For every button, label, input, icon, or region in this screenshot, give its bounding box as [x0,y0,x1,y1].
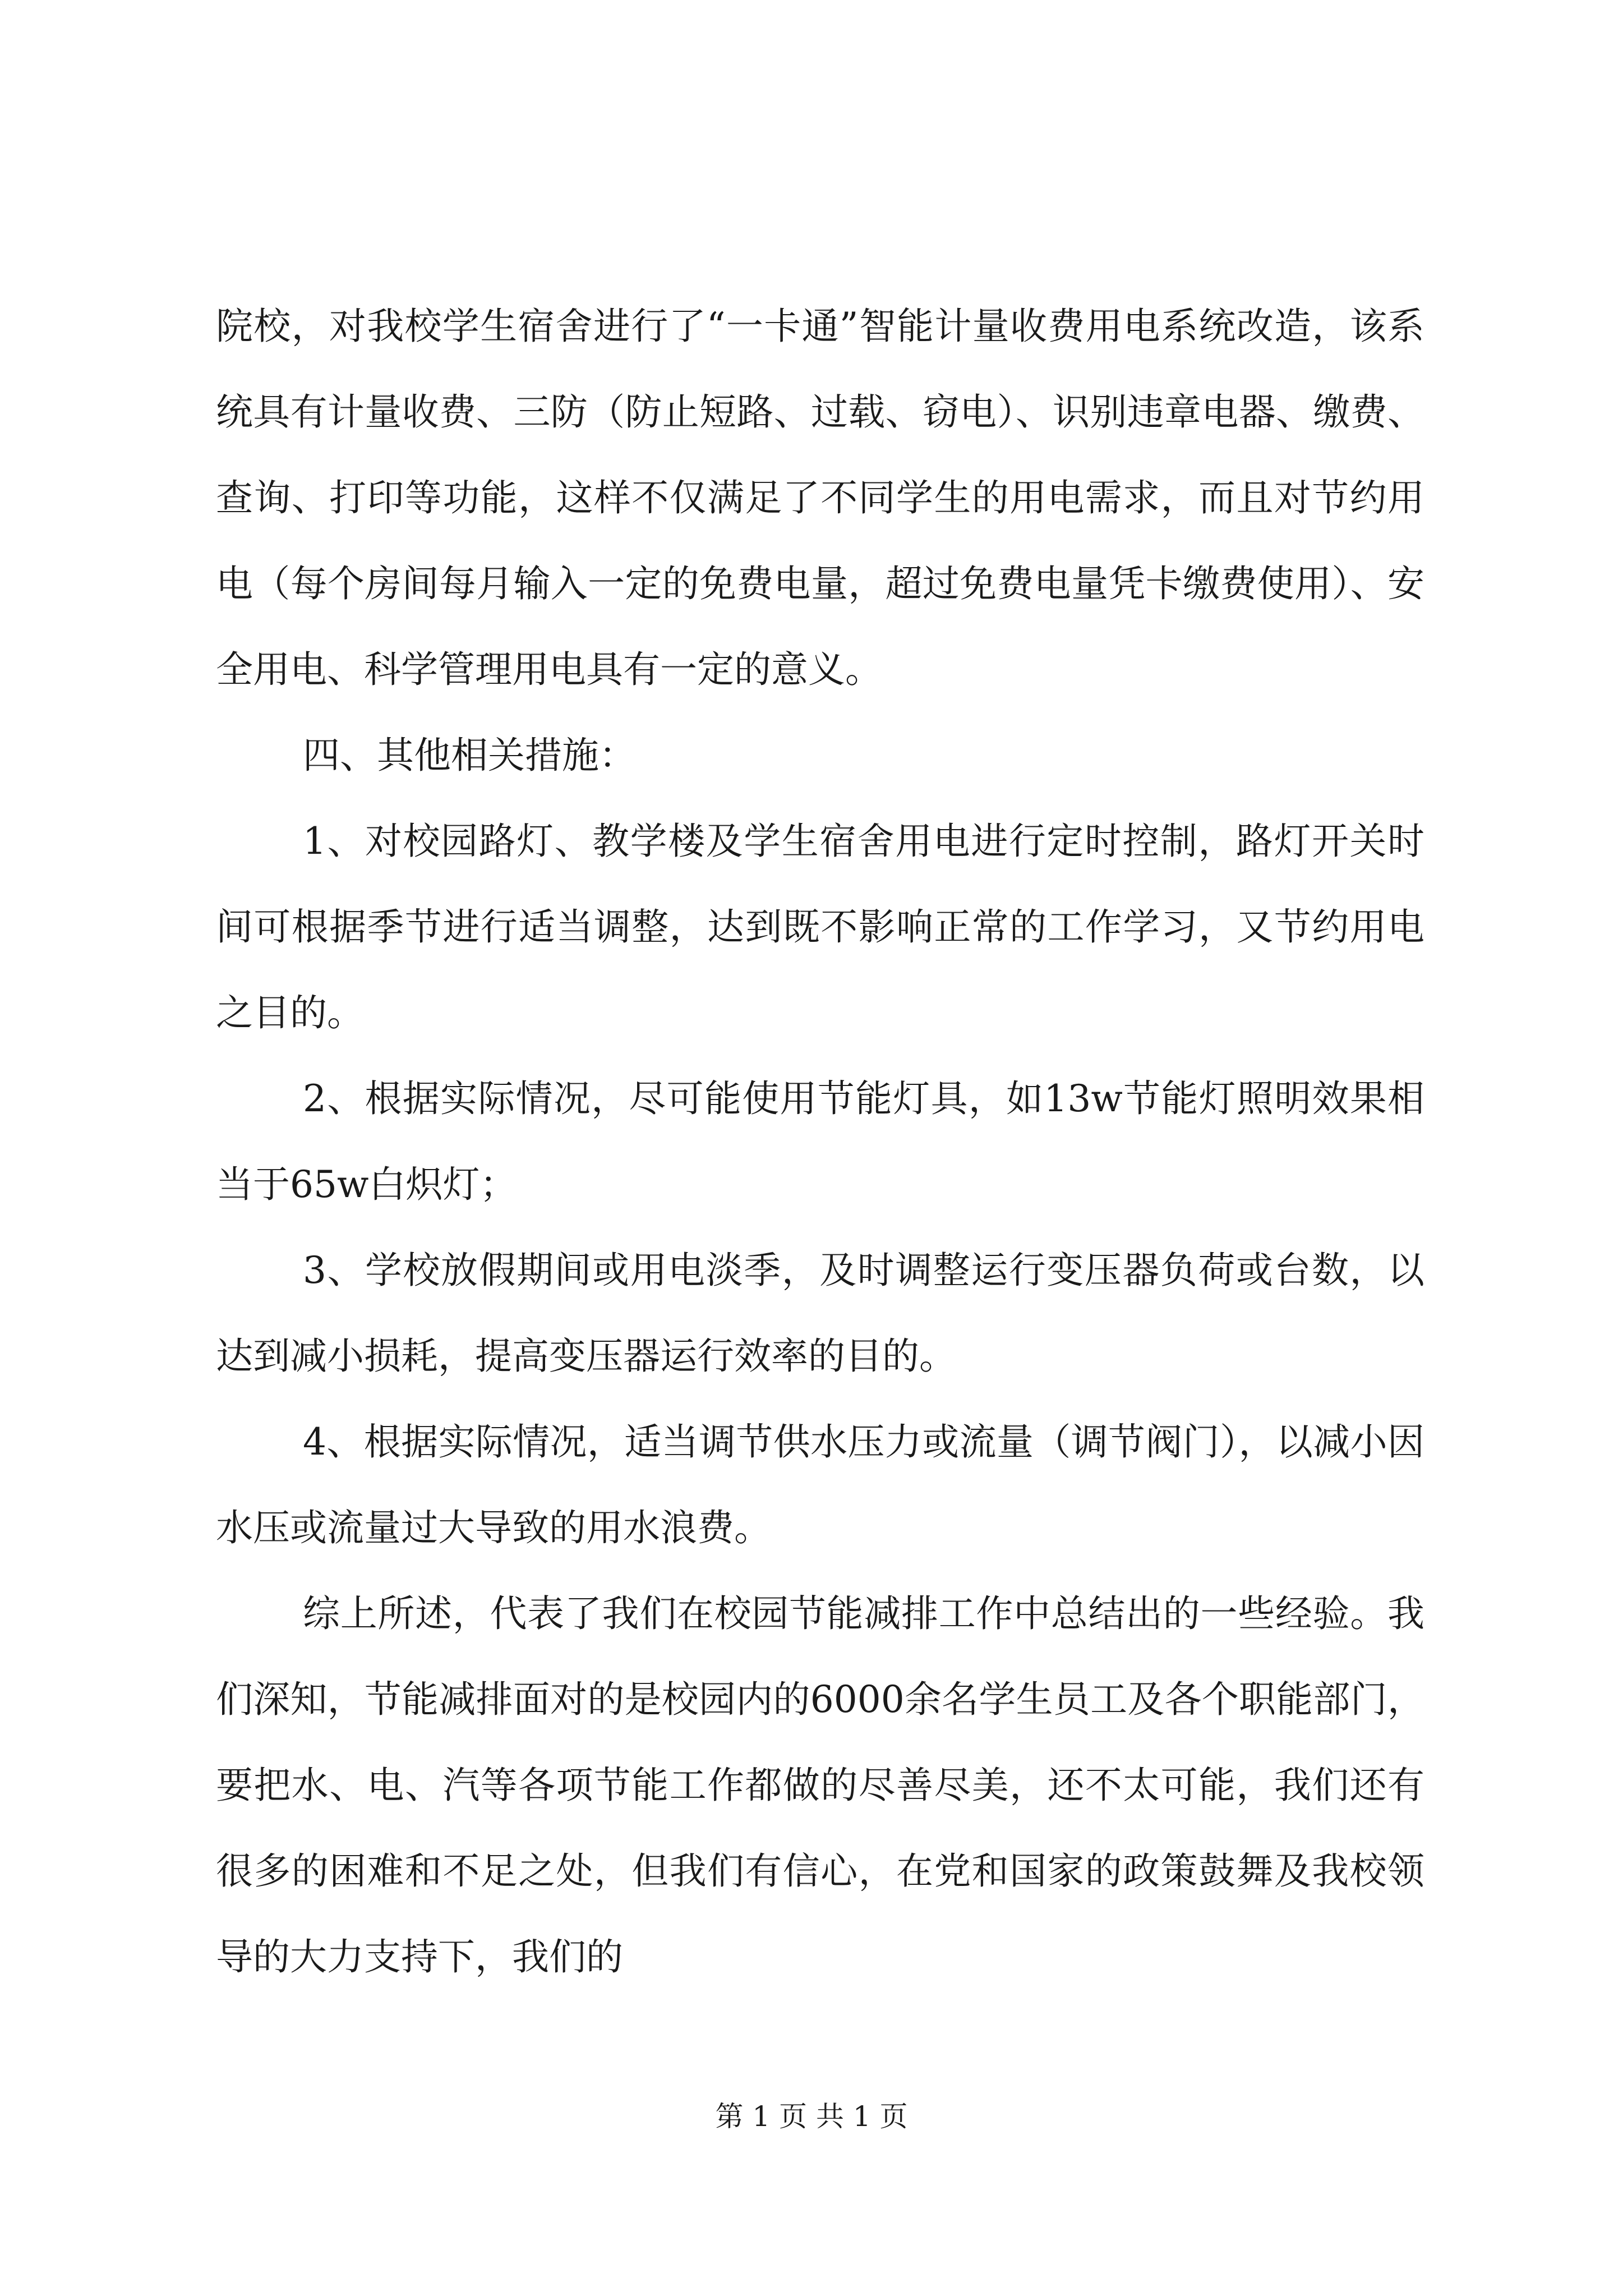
paragraph-6: 4、根据实际情况，适当调节供水压力或流量（调节阀门），以减小因水压或流量过大导致的用水浪费。 [216,1420,1424,1549]
paragraph-1: 院校，对我校学生宿舍进行了“一卡通”智能计量收费用电系统改造，该系统具有计量收费、三防（防止短路、过载、窃电）、识别违章电器、缴费、查询、打印等功能，这样不仅满足了不同学生的用电需求，而且对节约用电（每个房间每月输入一定的免费电量，超过免费电量凭卡缴费使用）、安全用电、科学管理用电具有一定的意义。 [216,305,1424,691]
page-footer: 第 1 页 共 1 页 [715,2100,908,2133]
paragraph-4: 2、根据实际情况，尽可能使用节能灯具，如13w节能灯照明效果相当于65w白炽灯； [216,1077,1424,1206]
paragraph-7: 综上所述，代表了我们在校园节能减排工作中总结出的一些经验。我们深知，节能减排面对的是校园内的6000余名学生员工及各个职能部门，要把水、电、汽等各项节能工作都做的尽善尽美，还不太可能，我们还有很多的困难和不足之处，但我们有信心，在党和国家的政策鼓舞及我校领导的大力支持下，我们的 [216,1592,1424,1978]
paragraph-3: 1、对校园路灯、教学楼及学生宿舍用电进行定时控制，路灯开关时间可根据季节进行适当调整，达到既不影响正常的工作学习，又节约用电之目的。 [216,820,1424,1034]
paragraph-5: 3、学校放假期间或用电淡季，及时调整运行变压器负荷或台数，以达到减小损耗，提高变压器运行效率的目的。 [216,1249,1424,1378]
document-body [216,283,1424,2000]
paragraph-2: 四、其他相关措施： [303,734,636,777]
